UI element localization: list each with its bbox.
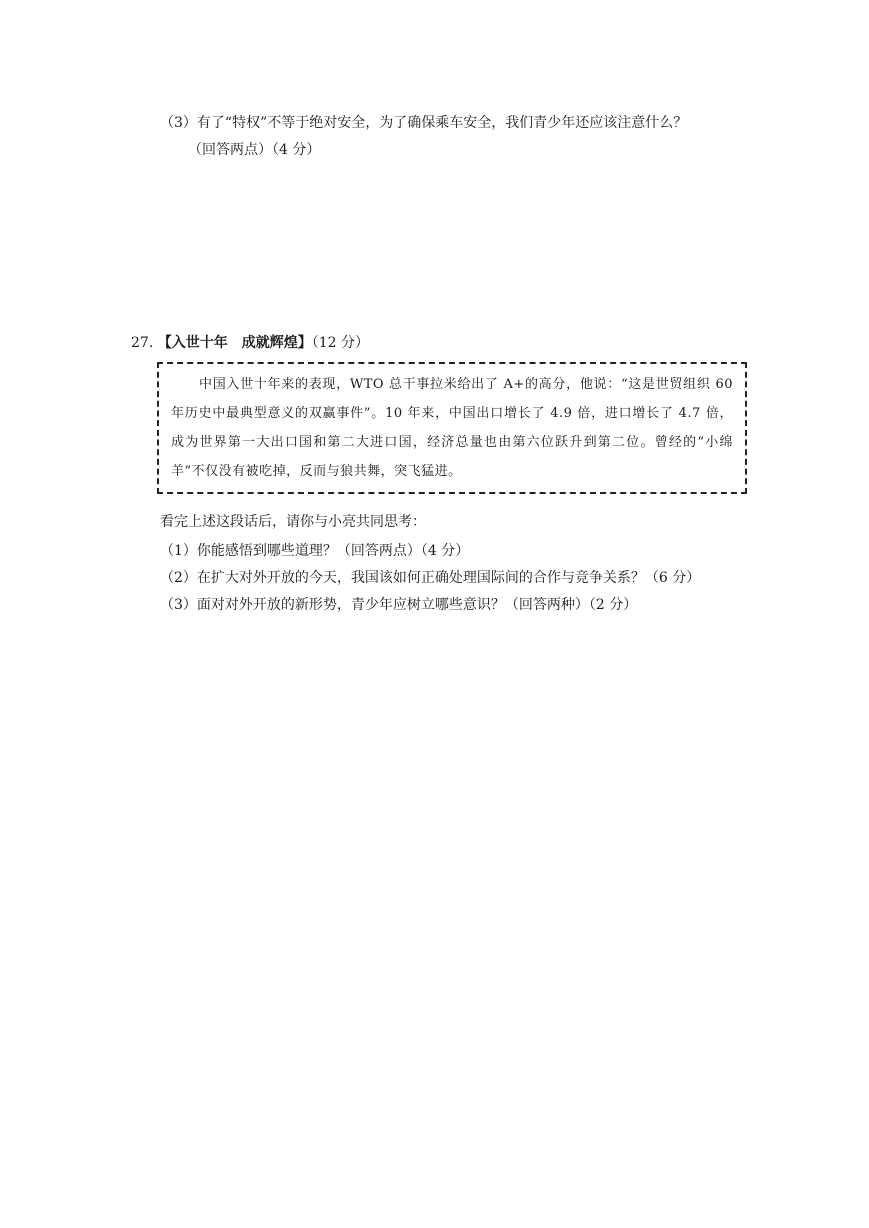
q27-prompt: 看完上述这段话后，请你与小亮共同思考： <box>160 514 426 530</box>
q27-passage: 中国入世十年来的表现，WTO 总干事拉米给出了 A+的高分，他说：“这是世贸组织 60 年历史中最典型意义的双赢事件”。10 年来，中国出口增长了 4.9 倍，进口增长了 4.7 倍，成为世界第一大出口国和第二大进口国，经济总量也由第六位跃升到第二位。曾经的“小绵羊”不仅没有被吃掉，反而与狼共舞，突飞猛进。 <box>171 377 733 479</box>
q27-question-2: （2）在扩大对外开放的今天，我国该如何正确处理国际间的合作与竞争关系？（6 分） <box>160 570 701 586</box>
q27-passage-box <box>157 362 747 494</box>
q26-sub3-line1: （3）有了“特权”不等于绝对安全，为了确保乘车安全，我们青少年还应该注意什么？ <box>160 115 688 131</box>
q27-heading <box>131 334 369 352</box>
q26-sub3-line2: （回答两点）（4 分） <box>188 142 321 158</box>
q27-number: 27. <box>131 335 154 351</box>
q27-question-3: （3）面对对外开放的新形势，青少年应树立哪些意识？（回答两种）（2 分） <box>160 597 638 613</box>
q27-points: （12 分） <box>311 335 369 351</box>
q27-question-1: （1）你能感悟到哪些道理？（回答两点）（4 分） <box>160 543 470 559</box>
q27-title: 【入世十年 成就辉煌】 <box>157 335 312 351</box>
